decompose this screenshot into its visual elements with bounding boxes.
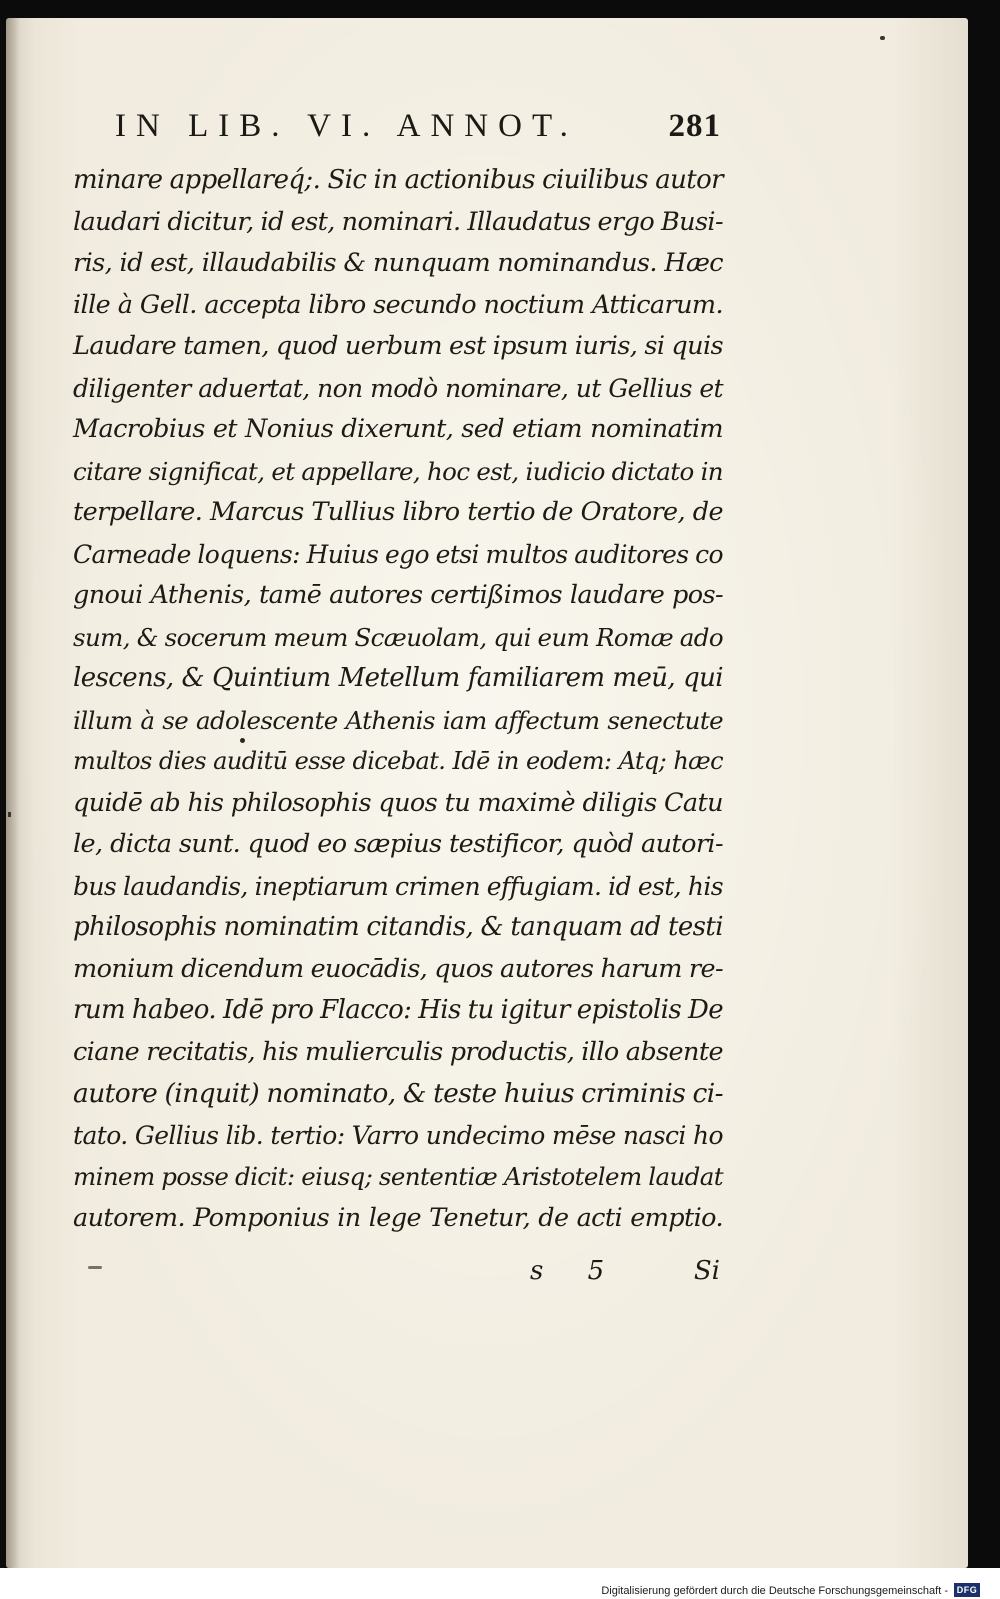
catchword: Si [693, 1256, 720, 1286]
text-line: ille à Gell. accepta libro secundo noctium Atticarum. [73, 289, 723, 320]
text-line: multos dies auditū esse dicebat. Idē in eodem: Atq; hæc [73, 747, 723, 775]
running-head [115, 108, 721, 145]
body-text [73, 160, 723, 1239]
text-line: illum à se adolescente Athenis iam affectum senectute [73, 705, 723, 735]
dfg-logo: DFG [954, 1583, 980, 1597]
running-head-title: IN LIB. VI. ANNOT. [115, 108, 578, 144]
text-line: citare significat, et appellare, hoc est, iudicio dictato in [73, 456, 723, 486]
edge-mark [8, 812, 11, 817]
text-line: philosophis nominatim citandis, & tanquam ad testi [73, 912, 723, 942]
page-number: 281 [668, 108, 721, 144]
text-line: autorem. Pomponius in lege Tenetur, de acti emptio. [73, 1202, 723, 1233]
gutter-shadow [6, 18, 20, 1568]
text-line: quidē ab his philosophis quos tu maximè diligis Catu [73, 787, 723, 818]
margin-mark [88, 1266, 102, 1269]
text-line: gnoui Athenis, tamē autores certißimos laudare pos- [73, 580, 723, 610]
signature-mark: s 5 [530, 1256, 623, 1286]
text-line: lescens, & Quintium Metellum familiarem meū, qui [73, 663, 723, 693]
text-line: Macrobius et Nonius dixerunt, sed etiam nominatim [73, 414, 723, 444]
ink-spot [240, 738, 245, 743]
text-line: ris, id est, illaudabilis & nunquam nominandus. Hæc [73, 248, 723, 278]
text-line: laudari dicitur, id est, nominari. Illaudatus ergo Busi- [73, 206, 723, 237]
text-line: autore (inquit) nominato, & teste huius criminis ci- [73, 1078, 723, 1109]
text-line: monium dicendum euocādis, quos autores harum re- [73, 953, 723, 984]
page-footer [530, 1256, 720, 1286]
text-line: diligenter aduertat, non modò nominare, ut Gellius et [73, 373, 723, 403]
text-line: le, dicta sunt. quod eo sæpius testificor, quòd autori- [73, 829, 723, 859]
paper-speck [880, 36, 885, 40]
text-line: sum, & socerum meum Scæuolam, qui eum Romæ ado [73, 622, 723, 652]
text-line: minem posse dicit: eiusq; sententiæ Aristotelem laudat [73, 1162, 723, 1191]
text-line: ciane recitatis, his mulierculis productis, illo absente [73, 1036, 723, 1067]
text-line: tato. Gellius lib. tertio: Varro undecimo mēse nasci ho [73, 1120, 723, 1150]
text-line: Carneade loquens: Huius ego etsi multos auditores co [73, 539, 723, 569]
text-line: rum habeo. Idē pro Flacco: His tu igitur epistolis De [73, 995, 723, 1025]
text-line: terpellare. Marcus Tullius libro tertio de Oratore, de [73, 497, 723, 527]
text-line: bus laudandis, ineptiarum crimen effugiam. id est, his [73, 871, 723, 901]
text-line: minare appellareq́;. Sic in actionibus ciuilibus autor [73, 165, 723, 195]
text-line: Laudare tamen, quod uerbum est ipsum iuris, si quis [73, 331, 723, 361]
digitization-credit: Digitalisierung gefördert durch die Deutsche Forschungsgemeinschaft - [601, 1585, 948, 1597]
